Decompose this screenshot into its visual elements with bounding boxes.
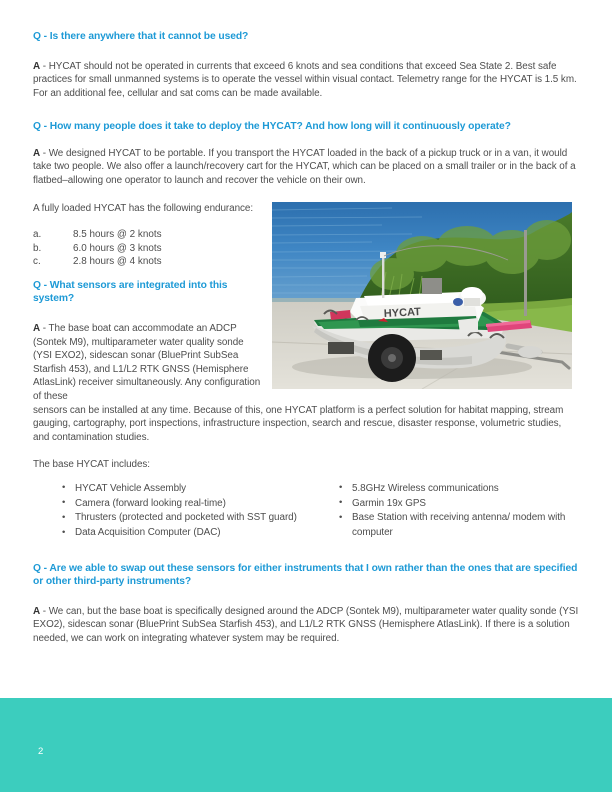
footer-band: [0, 698, 612, 792]
hull-label: HYCAT: [383, 305, 422, 320]
answer-paragraph-4: [33, 605, 579, 646]
includes-intro: The base HYCAT includes:: [33, 459, 150, 471]
page-content: [33, 30, 579, 646]
includes-right-list: [338, 482, 578, 541]
includes-right-column: [338, 482, 578, 541]
list-marker: b.: [33, 242, 42, 254]
answer-paragraph-3-narrow: [33, 322, 265, 404]
list-item: • Base Station with receiving antenna/ modem with computer: [338, 511, 578, 541]
answer-paragraph-1: [33, 60, 579, 101]
answer-prefix-2: A: [33, 147, 41, 159]
answer-prefix-3: A: [33, 322, 41, 334]
question-heading-3: Q - What sensors are integrated into this system?: [33, 279, 228, 305]
list-item: • Thrusters (protected and pocketed with SST guard): [61, 511, 361, 526]
endurance-text-column: [33, 202, 265, 404]
question-heading-4: Q - Are we able to swap out these sensors for either instruments that I own rather than the ones that are specified or other third-party instruments?: [33, 562, 578, 588]
list-text: 2.8 hours @ 4 knots: [73, 256, 162, 268]
endurance-intro: A fully loaded HYCAT has the following endurance:: [33, 202, 254, 214]
answer-paragraph-2: [33, 147, 579, 188]
answer-text-1: - HYCAT should not be operated in currents that exceed 6 knots and sea conditions that exceed Sea State 2. Best safe practices for small unmanned systems is to operate the vessel within visual contact. Telemetry range for the HYCAT is 1.5 km. For an additional fee, cellular and sat coms can be made available.: [33, 60, 577, 99]
spacer: [33, 444, 579, 458]
question-heading-1: Q - Is there anywhere that it cannot be used?: [33, 31, 249, 42]
hycat-photo-illustration: [272, 202, 572, 389]
list-marker: c.: [33, 256, 41, 268]
list-text: 8.5 hours @ 2 knots: [73, 229, 162, 241]
spacer: [33, 269, 265, 279]
list-text: 6.0 hours @ 3 knots: [73, 242, 162, 254]
list-item: • Garmin 19x GPS: [338, 497, 578, 512]
answer-paragraph-3-wide: sensors can be installed at any time. Because of this, one HYCAT platform is a perfect solution for habitat mapping, stream gauging, cartography, port inspections, infrastructure inspection, search and rescue, disaster response, volumetric studies, and contamination studies.: [33, 404, 564, 443]
answer-prefix-1: A: [33, 60, 41, 72]
endurance-and-photo-block: [33, 202, 579, 404]
list-item: • Camera (forward looking real-time): [61, 497, 361, 512]
answer-text-4: - We can, but the base boat is specifically designed around the ADCP (Sontek M9), multiparameter water quality sonde (YSI EXO2), sidescan sonar (BluePrint SubSea Starfish 453), and L1/L2 RTK GNSS (Hemisphere AtlasLink). If there is a solution needed, we can work on integrating whatever system may be required.: [33, 605, 579, 645]
list-item: • 5.8GHz Wireless communications: [338, 482, 578, 497]
list-item: [33, 242, 265, 256]
page-number: 2: [38, 746, 44, 757]
question-heading-2: Q - How many people does it take to deploy the HYCAT? And how long will it continuously operate?: [33, 121, 511, 133]
includes-left-column: [61, 482, 361, 541]
spacer: [33, 215, 265, 228]
endurance-list: [33, 228, 265, 269]
spacer: [33, 100, 579, 120]
spacer: [33, 306, 265, 322]
spacer: [33, 544, 579, 562]
spacer: [33, 188, 579, 202]
answer-text-2: - We designed HYCAT to be portable. If you transport the HYCAT loaded in the back of a pickup truck or in a van, it would take two people. We also offer a launch/recovery cart for the HYCAT, which can be placed on a small trailer or in the back of a flatbed–allowing one operator to launch and recover the vehicle on their own.: [33, 147, 576, 186]
spacer: [33, 134, 579, 147]
hycat-photo: [272, 202, 572, 389]
includes-bullet-columns: [33, 482, 579, 544]
includes-left-list: [61, 482, 361, 541]
list-item: [33, 228, 265, 242]
answer-text-3-narrow: - The base boat can accommodate an ADCP (Sontek M9), multiparameter water quality sonde (YSI EXO2), sidescan sonar (BluePrint SubSea Starfish 453), and L1/L2 RTK GNSS (Hemisphere AtlasLink) receiver simultaneously. Any configuration of these: [33, 322, 261, 402]
answer-prefix-4: A: [33, 605, 41, 617]
spacer: [33, 44, 579, 60]
spacer: [33, 589, 579, 605]
list-item: • Data Acquisition Computer (DAC): [61, 526, 361, 541]
list-marker: a.: [33, 229, 42, 241]
list-item: [33, 255, 265, 269]
list-item: • HYCAT Vehicle Assembly: [61, 482, 361, 497]
spacer: [33, 472, 579, 482]
